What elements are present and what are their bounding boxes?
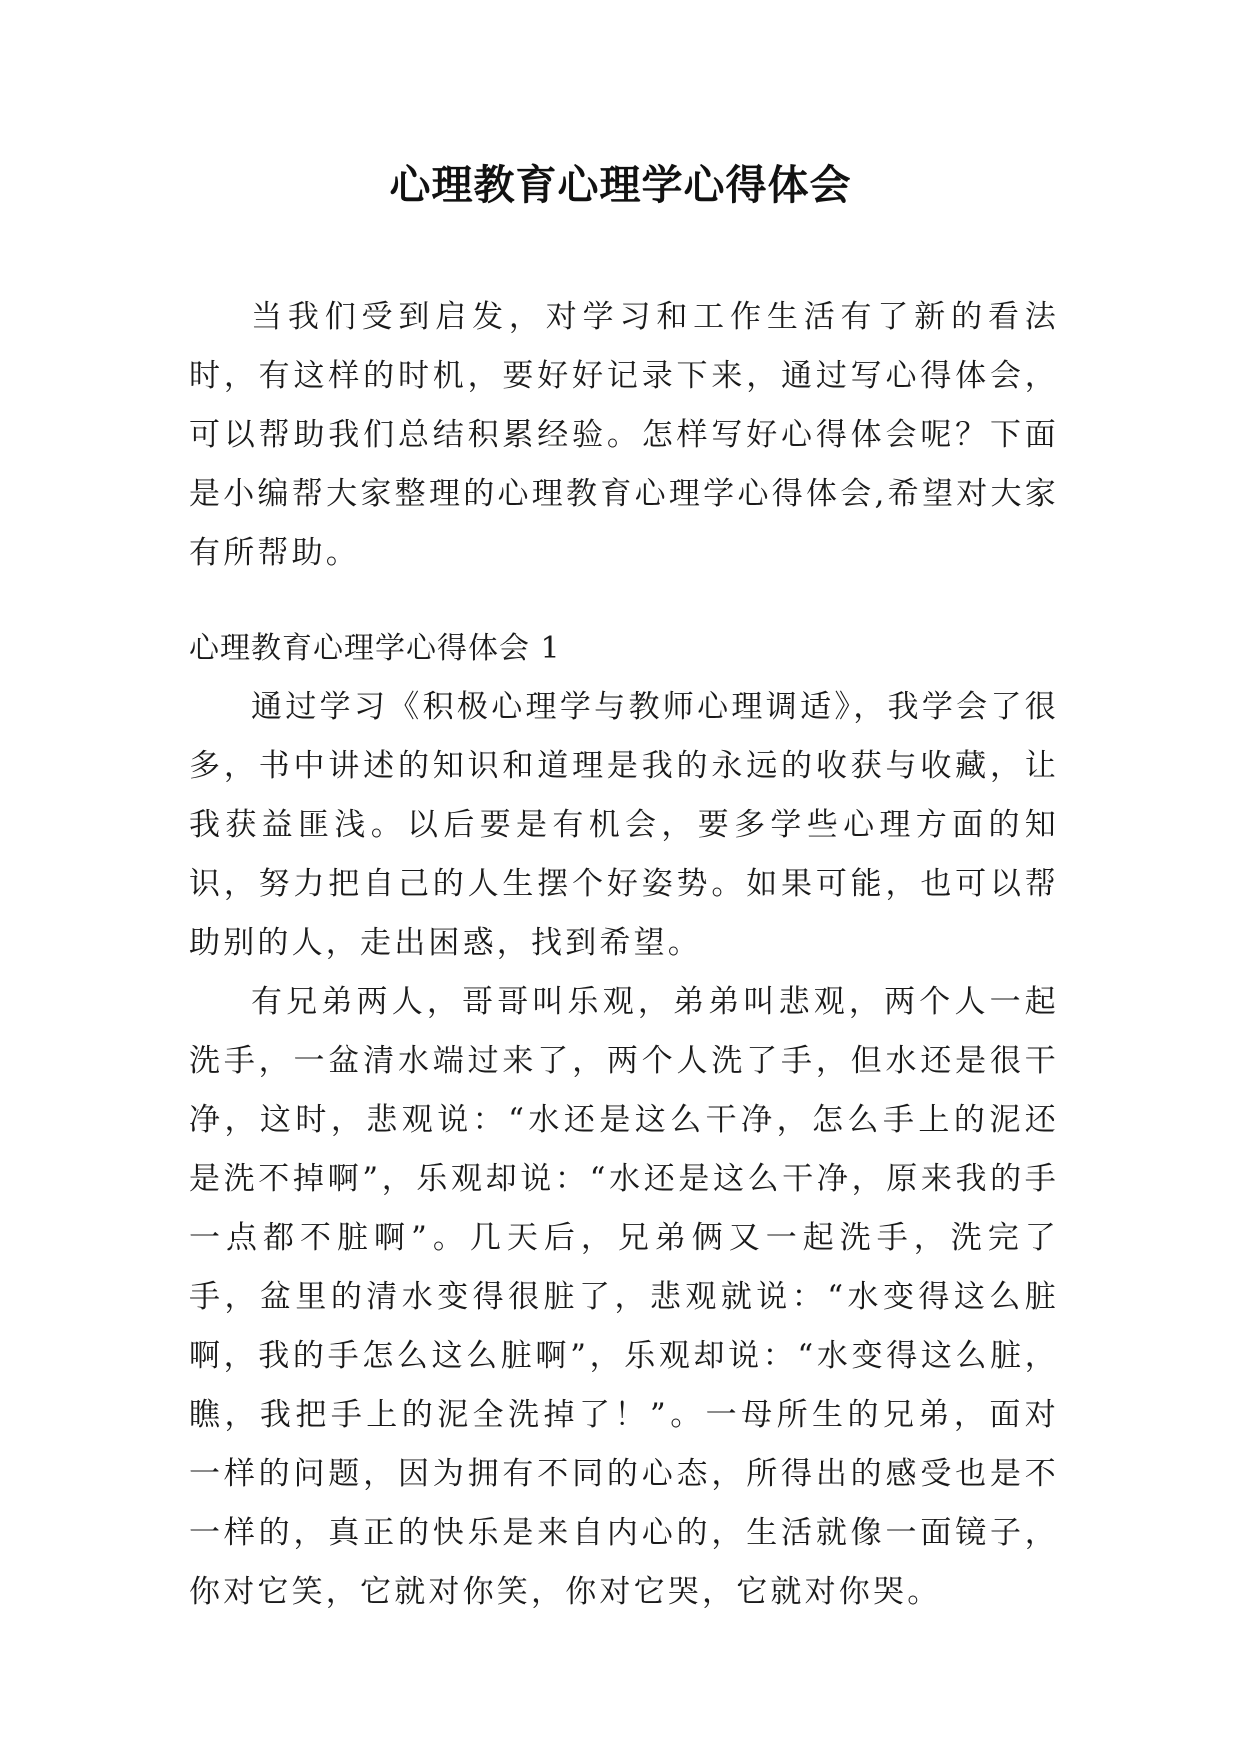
body-paragraph: 通过学习《积极心理学与教师心理调适》，我学会了很多，书中讲述的知识和道理是我的永远的收获与收藏，让我获益匪浅。以后要是有机会，要多学些心理方面的知识，努力把自己的人生摆个好姿势。如果可能，也可以帮助别的人，走出困惑，找到希望。 — [189, 689, 1059, 961]
page-title: 心理教育心理学心得体会 — [389, 161, 852, 209]
intro-paragraph: 当我们受到启发，对学习和工作生活有了新的看法时，有这样的时机，要好好记录下来，通过写心得体会，可以帮助我们总结积累经验。怎样写好心得体会呢？下面是小编帮大家整理的心理教育心理学心得体会,希望对大家有所帮助。 — [189, 299, 1059, 571]
document-body — [189, 288, 1059, 1622]
section-heading: 心理教育心理学心得体会 1 — [189, 631, 561, 666]
body-paragraph: 有兄弟两人，哥哥叫乐观，弟弟叫悲观，两个人一起洗手，一盆清水端过来了，两个人洗了手，但水还是很干净，这时，悲观说：“水还是这么干净，怎么手上的泥还是洗不掉啊”，乐观却说：“水还是这么干净，原来我的手一点都不脏啊”。几天后，兄弟俩又一起洗手，洗完了手，盆里的清水变得很脏了，悲观就说：“水变得这么脏啊，我的手怎么这么脏啊”，乐观却说：“水变得这么脏，瞧，我把手上的泥全洗掉了！”。一母所生的兄弟，面对一样的问题，因为拥有不同的心态，所得出的感受也是不一样的，真正的快乐是来自内心的，生活就像一面镜子，你对它笑，它就对你笑，你对它哭，它就对你哭。 — [189, 984, 1059, 1610]
